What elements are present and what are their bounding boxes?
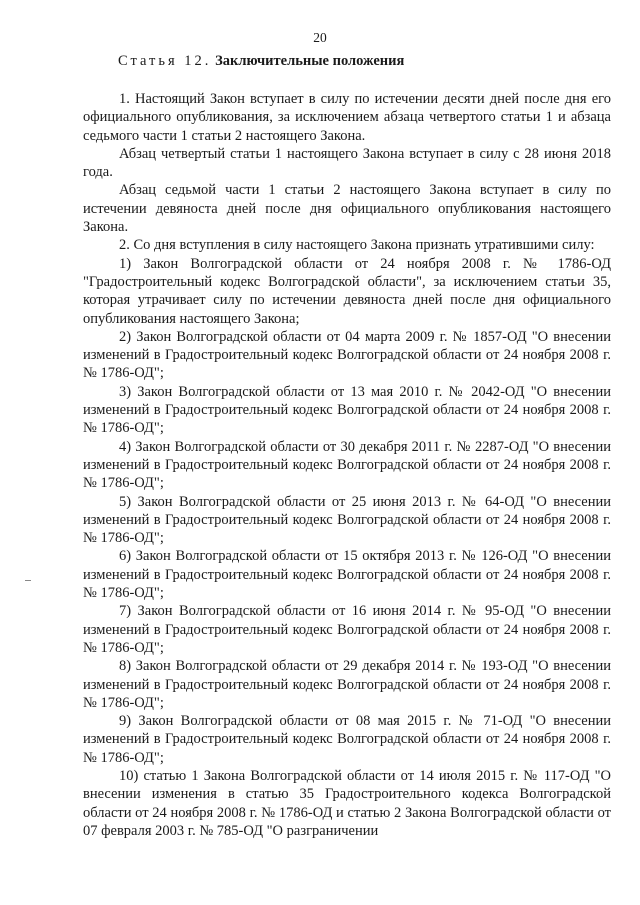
paragraph-abzac-4: Абзац четвертый статьи 1 настоящего Закона вступает в силу с 28 июня 2018 года. <box>83 145 611 181</box>
article-number: Статья 12. <box>118 53 212 69</box>
page-number: 20 <box>313 30 327 45</box>
list-item-repealed-law: 5) Закон Волгоградской области от 25 июня 2013 г. № 64-ОД "О внесении изменений в Градостроительный кодекс Волгоградской области от 24 ноября 2008 г. № 1786-ОД"; <box>83 493 611 547</box>
paragraph-abzac-7: Абзац седьмой части 1 статьи 2 настоящего Закона вступает в силу по истечении девяноста дней после дня официального опубликования настоящего Закона. <box>83 182 611 236</box>
article-title: Заключительные положения <box>215 53 405 69</box>
list-item-repealed-law: 4) Закон Волгоградской области от 30 декабря 2011 г. № 2287-ОД "О внесении изменений в Градостроительный кодекс Волгоградской области от 24 ноября 2008 г. № 1786-ОД"; <box>83 438 611 492</box>
list-item-repealed-law: 10) статью 1 Закона Волгоградской области от 14 июля 2015 г. № 117-ОД "О внесении изменения в статью 35 Градостроительного кодекса Волгоградской области от 24 ноября 2008 г. № 1786-ОД и статью 2 Закона Волгоградской области от 07 февраля 2003 г. № 785-ОД "О разграничении <box>83 767 611 839</box>
paragraph-repealed-intro: 2. Со дня вступления в силу настоящего Закона признать утратившими силу: <box>119 237 595 254</box>
list-item-repealed-law: 1) Закон Волгоградской области от 24 ноября 2008 г. № 1786-ОД "Градостроительный кодекс Волгоградской области", за исключением статьи 35, которая утрачивает силу по истечении девяноста дней после дня официального опубликования настоящего Закона; <box>83 255 611 327</box>
list-item-repealed-law: 9) Закон Волгоградской области от 08 мая 2015 г. № 71-ОД "О внесении изменений в Градостроительный кодекс Волгоградской области от 24 ноября 2008 г. № 1786-ОД"; <box>83 713 611 766</box>
list-item-repealed-law: 3) Закон Волгоградской области от 13 мая 2010 г. № 2042-ОД "О внесении изменений в Градостроительный кодекс Волгоградской области от 24 ноября 2008 г. № 1786-ОД"; <box>83 383 611 437</box>
article-body <box>83 90 611 840</box>
list-item-repealed-law: 6) Закон Волгоградской области от 15 октября 2013 г. № 126-ОД "О внесении изменений в Градостроительный кодекс Волгоградской области от 24 ноября 2008 г. № 1786-ОД"; <box>83 548 611 602</box>
list-item-repealed-law: 8) Закон Волгоградской области от 29 декабря 2014 г. № 193-ОД "О внесении изменений в Градостроительный кодекс Волгоградской области от 24 ноября 2008 г. № 1786-ОД"; <box>83 658 611 711</box>
paragraph-entry-into-force: 1. Настоящий Закон вступает в силу по истечении десяти дней после дня его официального опубликования, за исключением абзаца четвертого статьи 1 и абзаца седьмого части 1 статьи 2 настоящего Закона. <box>83 91 611 144</box>
list-item-repealed-law: 7) Закон Волгоградской области от 16 июня 2014 г. № 95-ОД "О внесении изменений в Градостроительный кодекс Волгоградской области от 24 ноября 2008 г. № 1786-ОД"; <box>83 603 611 656</box>
scan-margin-mark <box>25 580 31 581</box>
article-heading <box>118 53 404 70</box>
list-item-repealed-law: 2) Закон Волгоградской области от 04 марта 2009 г. № 1857-ОД "О внесении изменений в Градостроительный кодекс Волгоградской области от 24 ноября 2008 г. № 1786-ОД"; <box>83 328 611 382</box>
